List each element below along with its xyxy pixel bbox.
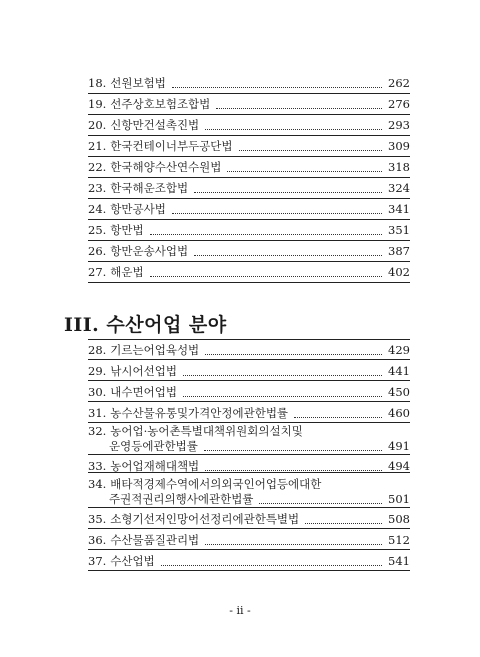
entry-number: 23. xyxy=(88,181,107,195)
entry-title-continued: 주권적권리의행사에관한법률 xyxy=(109,492,254,506)
row-divider xyxy=(88,93,410,94)
dot-leader xyxy=(205,353,382,355)
row-divider xyxy=(88,282,410,283)
row-divider xyxy=(88,380,410,381)
entry-title: 기르는어업육성법 xyxy=(110,343,200,357)
dot-leader xyxy=(183,374,382,376)
entry-page-number: 512 xyxy=(388,533,410,547)
toc-entry xyxy=(88,160,410,175)
entry-title: 신항만건설촉진법 xyxy=(110,118,200,132)
entry-title: 내수면어업법 xyxy=(110,385,177,399)
entry-number: 34. xyxy=(88,477,107,491)
row-divider xyxy=(88,177,410,178)
entry-title: 항만공사법 xyxy=(110,202,166,216)
entry-number: 19. xyxy=(88,97,107,111)
row-divider xyxy=(88,261,410,262)
row-divider xyxy=(88,240,410,241)
entry-number: 26. xyxy=(88,244,107,258)
entry-title: 선주상호보험조합법 xyxy=(110,97,211,111)
entry-title: 한국컨테이너부두공단법 xyxy=(110,139,233,153)
row-divider xyxy=(88,454,410,455)
entry-title: 낚시어선업법 xyxy=(110,364,177,378)
dot-leader xyxy=(194,254,382,256)
row-divider xyxy=(88,219,410,220)
entry-page-number: 429 xyxy=(388,343,410,357)
entry-page-number: 501 xyxy=(388,492,410,506)
entry-number: 22. xyxy=(88,160,107,174)
dot-leader xyxy=(205,469,382,471)
entry-number: 36. xyxy=(88,533,107,547)
row-divider xyxy=(88,528,410,529)
dot-leader xyxy=(150,233,382,235)
dot-leader xyxy=(239,149,383,151)
page-number: - ii - xyxy=(229,604,251,617)
toc-entry xyxy=(88,385,410,400)
toc-entry xyxy=(88,477,410,507)
dot-leader xyxy=(172,86,382,88)
dot-leader xyxy=(216,107,382,109)
entry-number: 32. xyxy=(88,424,107,438)
toc-entry xyxy=(88,202,410,217)
row-divider xyxy=(88,198,410,199)
toc-entry xyxy=(88,181,410,196)
toc-entry xyxy=(88,139,410,154)
dot-leader xyxy=(161,564,382,566)
dot-leader xyxy=(205,128,382,130)
row-divider xyxy=(88,401,410,402)
entry-page-number: 341 xyxy=(388,202,410,216)
entry-title: 농수산물유통및가격안정에관한법률 xyxy=(110,406,289,420)
section-heading: III. 수산어업 분야 xyxy=(64,314,227,336)
entry-title: 수산물품질관리법 xyxy=(110,533,200,547)
row-divider xyxy=(88,472,410,473)
entry-title: 항만법 xyxy=(110,223,144,237)
entry-number: 18. xyxy=(88,76,107,90)
entry-number: 31. xyxy=(88,406,107,420)
entry-page-number: 541 xyxy=(388,554,410,568)
toc-entry xyxy=(88,76,410,91)
toc-entry xyxy=(88,533,410,548)
toc-entry xyxy=(88,118,410,133)
entry-title: 배타적경제수역에서의외국인어업등에대한 xyxy=(110,477,322,491)
entry-page-number: 402 xyxy=(388,265,410,279)
row-divider xyxy=(88,570,410,571)
row-divider xyxy=(88,507,410,508)
toc-entry xyxy=(88,554,410,569)
entry-title: 수산업법 xyxy=(110,554,155,568)
entry-page-number: 450 xyxy=(388,385,410,399)
entry-number: 35. xyxy=(88,512,107,526)
entry-page-number: 494 xyxy=(388,459,410,473)
entry-page-number: 318 xyxy=(388,160,410,174)
toc-entry xyxy=(88,244,410,259)
dot-leader xyxy=(150,275,382,277)
section-top-rule xyxy=(88,339,410,340)
row-divider xyxy=(88,114,410,115)
dot-leader xyxy=(305,522,382,524)
dot-leader xyxy=(183,395,382,397)
toc-entry xyxy=(88,223,410,238)
entry-page-number: 491 xyxy=(388,439,410,453)
entry-page-number: 441 xyxy=(388,364,410,378)
entry-number: 20. xyxy=(88,118,107,132)
entry-page-number: 508 xyxy=(388,512,410,526)
entry-title-continued: 운영등에관한법률 xyxy=(109,439,198,453)
dot-leader xyxy=(294,416,382,418)
dot-leader xyxy=(259,502,382,504)
entry-number: 33. xyxy=(88,459,107,473)
row-divider xyxy=(88,135,410,136)
entry-number: 28. xyxy=(88,343,107,357)
dot-leader xyxy=(227,170,382,172)
row-divider xyxy=(88,422,410,423)
entry-number: 37. xyxy=(88,554,107,568)
dot-leader xyxy=(204,449,382,451)
entry-number: 25. xyxy=(88,223,107,237)
entry-page-number: 387 xyxy=(388,244,410,258)
entry-number: 30. xyxy=(88,385,107,399)
toc-entry xyxy=(88,97,410,112)
entry-title: 항만운송사업법 xyxy=(110,244,189,258)
toc-entry xyxy=(88,512,410,527)
toc-entry xyxy=(88,406,410,421)
entry-number: 29. xyxy=(88,364,107,378)
dot-leader xyxy=(194,191,382,193)
entry-page-number: 276 xyxy=(388,97,410,111)
entry-page-number: 324 xyxy=(388,181,410,195)
row-divider xyxy=(88,156,410,157)
entry-page-number: 293 xyxy=(388,118,410,132)
entry-number: 27. xyxy=(88,265,107,279)
entry-number: 21. xyxy=(88,139,107,153)
entry-title: 한국해운조합법 xyxy=(110,181,189,195)
entry-page-number: 309 xyxy=(388,139,410,153)
dot-leader xyxy=(172,212,382,214)
entry-title: 선원보험법 xyxy=(110,76,166,90)
toc-entry xyxy=(88,343,410,358)
entry-number: 24. xyxy=(88,202,107,216)
entry-title: 소형기선저인망어선정리에관한특별법 xyxy=(110,512,300,526)
toc-entry xyxy=(88,265,410,280)
dot-leader xyxy=(205,543,382,545)
row-divider xyxy=(88,359,410,360)
row-divider xyxy=(88,549,410,550)
entry-title: 농어업·농어촌특별대책위원회의설치및 xyxy=(110,424,303,438)
entry-title: 농어업재해대책법 xyxy=(110,459,200,473)
entry-page-number: 460 xyxy=(388,406,410,420)
entry-page-number: 351 xyxy=(388,223,410,237)
entry-title: 한국해양수산연수원법 xyxy=(110,160,222,174)
toc-entry xyxy=(88,424,410,454)
entry-title: 해운법 xyxy=(110,265,144,279)
toc-entry xyxy=(88,364,410,379)
entry-page-number: 262 xyxy=(388,76,410,90)
